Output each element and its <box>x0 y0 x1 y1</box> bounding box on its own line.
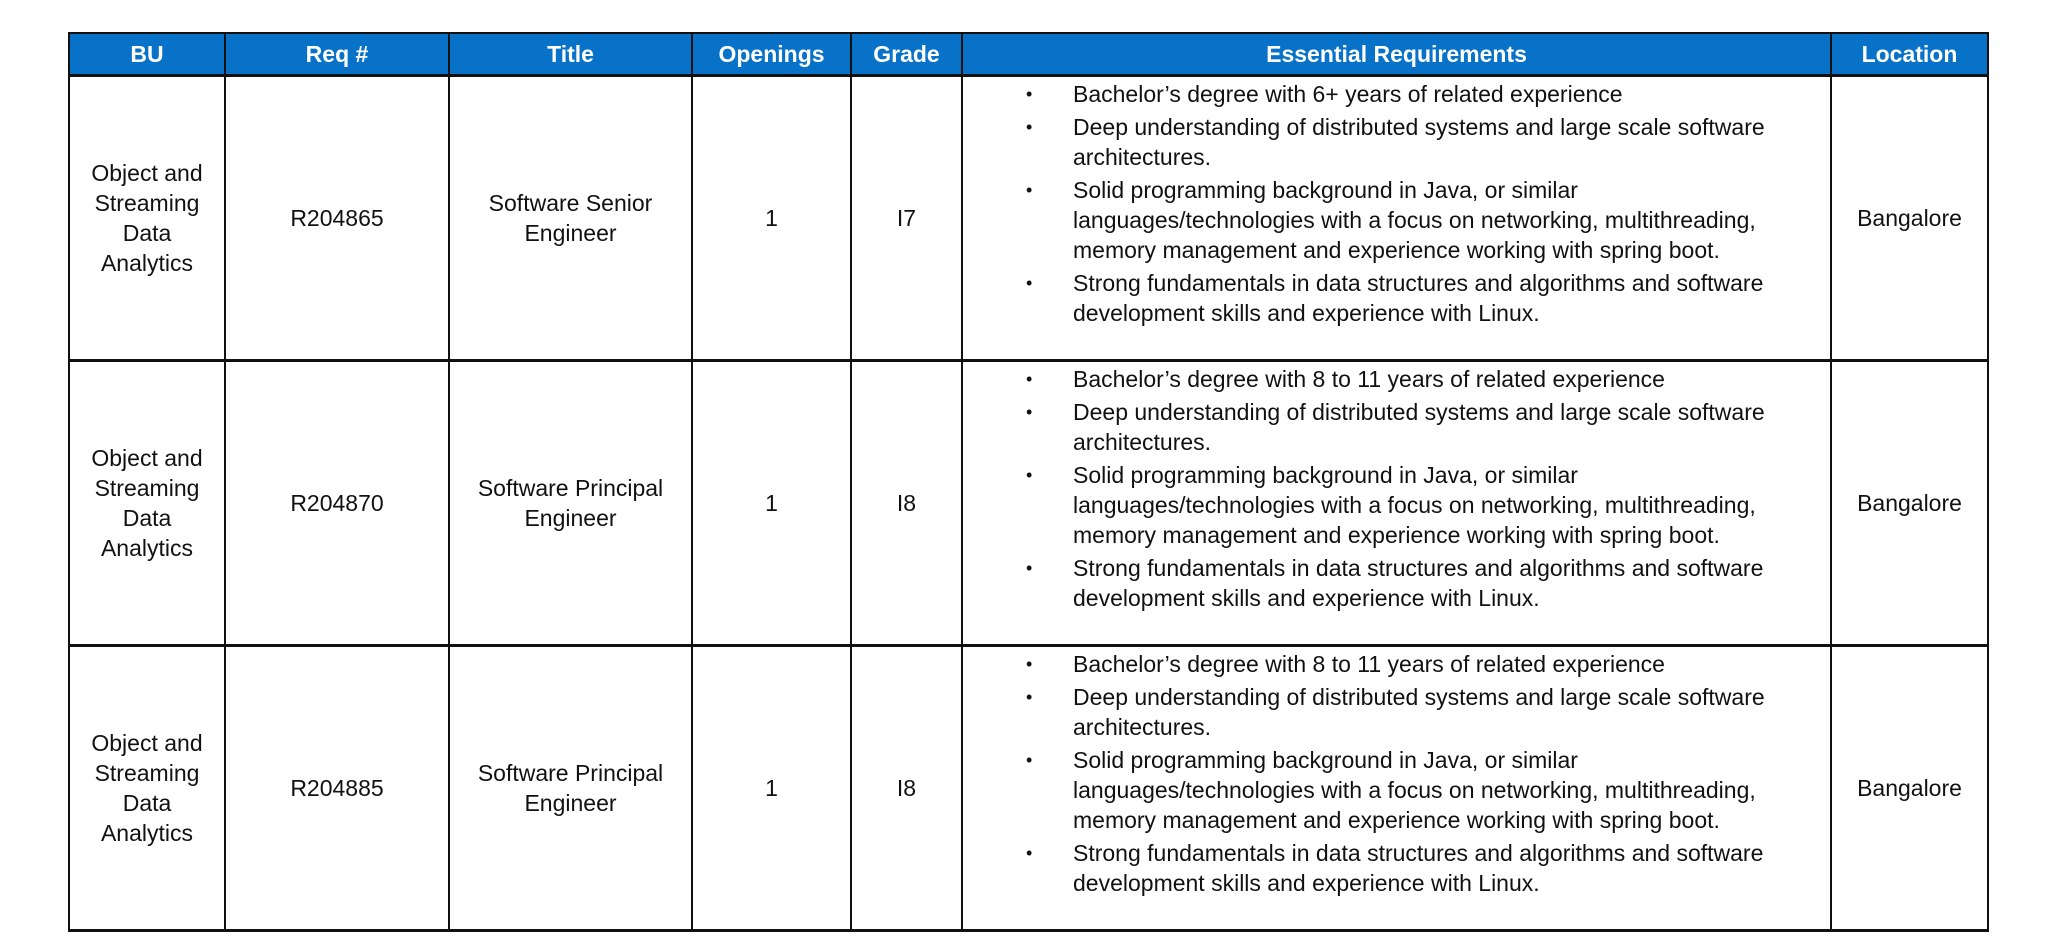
title-line: Software Principal <box>477 475 664 501</box>
bullet-icon: • <box>1026 654 1033 674</box>
requirement-text: Strong fundamentals in data structures and algorithms and software development skills and experience with Linux. <box>1073 840 1764 896</box>
grade-cell: I7 <box>851 76 962 361</box>
header-bu: BU <box>69 33 225 76</box>
bu-line: Data <box>122 790 172 816</box>
requirement-item <box>1026 112 1830 172</box>
location-cell: Bangalore <box>1831 646 1988 931</box>
bu-cell <box>69 361 225 646</box>
table-row <box>69 646 1988 931</box>
bu-line: Object and <box>91 730 203 756</box>
requirement-text: Deep understanding of distributed systems and large scale software architectures. <box>1073 684 1765 740</box>
grade-cell: I8 <box>851 646 962 931</box>
bu-line: Streaming <box>94 475 200 501</box>
title-cell <box>449 646 692 931</box>
requirement-text: Bachelor’s degree with 8 to 11 years of related experience <box>1073 366 1665 392</box>
requirement-text: Solid programming background in Java, or similar languages/technologies with a focus on networking, multithreading, memory management and experience working with spring boot. <box>1073 462 1756 548</box>
essential-requirements-cell <box>962 76 1831 361</box>
openings-cell: 1 <box>692 361 851 646</box>
header-openings: Openings <box>692 33 851 76</box>
bullet-icon: • <box>1026 843 1033 863</box>
location-cell: Bangalore <box>1831 361 1988 646</box>
bullet-icon: • <box>1026 402 1033 422</box>
requirement-text: Strong fundamentals in data structures and algorithms and software development skills and experience with Linux. <box>1073 270 1764 326</box>
bullet-icon: • <box>1026 84 1033 104</box>
essential-requirements-cell <box>962 646 1831 931</box>
table-header <box>69 33 1988 76</box>
requirement-text: Deep understanding of distributed systems and large scale software architectures. <box>1073 399 1765 455</box>
header-grade: Grade <box>851 33 962 76</box>
bullet-icon: • <box>1026 369 1033 389</box>
bullet-icon: • <box>1026 180 1033 200</box>
table-row <box>69 361 1988 646</box>
bullet-icon: • <box>1026 687 1033 707</box>
title-line: Engineer <box>524 220 617 246</box>
header-req-number: Req # <box>225 33 449 76</box>
bu-cell <box>69 76 225 361</box>
table-row <box>69 76 1988 361</box>
requirements-list <box>963 364 1830 613</box>
requirements-list <box>963 649 1830 898</box>
requirement-item <box>1026 79 1830 109</box>
title-line: Software Senior <box>488 190 653 216</box>
requirement-item <box>1026 553 1830 613</box>
requirement-item <box>1026 397 1830 457</box>
job-openings-table <box>68 32 1989 932</box>
requirement-text: Solid programming background in Java, or similar languages/technologies with a focus on networking, multithreading, memory management and experience working with spring boot. <box>1073 177 1756 263</box>
bu-line: Analytics <box>100 250 194 276</box>
header-location: Location <box>1831 33 1988 76</box>
bu-line: Analytics <box>100 535 194 561</box>
bu-line: Object and <box>91 445 203 471</box>
bu-line: Analytics <box>100 820 194 846</box>
title-line: Engineer <box>524 790 617 816</box>
essential-requirements-cell <box>962 361 1831 646</box>
location-cell: Bangalore <box>1831 76 1988 361</box>
bu-line: Streaming <box>94 190 200 216</box>
requirement-item <box>1026 838 1830 898</box>
bu-line: Streaming <box>94 760 200 786</box>
requirement-text: Solid programming background in Java, or similar languages/technologies with a focus on networking, multithreading, memory management and experience working with spring boot. <box>1073 747 1756 833</box>
requirement-text: Strong fundamentals in data structures and algorithms and software development skills and experience with Linux. <box>1073 555 1764 611</box>
grade-cell: I8 <box>851 361 962 646</box>
bullet-icon: • <box>1026 750 1033 770</box>
title-line: Engineer <box>524 505 617 531</box>
title-line: Software Principal <box>477 760 664 786</box>
bullet-icon: • <box>1026 558 1033 578</box>
requirement-text: Bachelor’s degree with 8 to 11 years of related experience <box>1073 651 1665 677</box>
job-openings-table-wrapper <box>68 32 1989 932</box>
requirement-item <box>1026 268 1830 328</box>
requirements-list <box>963 79 1830 328</box>
requirement-item <box>1026 460 1830 550</box>
requirement-item <box>1026 682 1830 742</box>
bullet-icon: • <box>1026 117 1033 137</box>
table-body <box>69 76 1988 931</box>
header-row <box>69 33 1988 76</box>
title-cell <box>449 361 692 646</box>
header-essential-requirements: Essential Requirements <box>962 33 1831 76</box>
bullet-icon: • <box>1026 273 1033 293</box>
requirement-item <box>1026 364 1830 394</box>
bu-line: Object and <box>91 160 203 186</box>
bu-line: Data <box>122 505 172 531</box>
req-number-cell: R204870 <box>225 361 449 646</box>
requirement-text: Deep understanding of distributed systems and large scale software architectures. <box>1073 114 1765 170</box>
requirement-item <box>1026 745 1830 835</box>
openings-cell: 1 <box>692 646 851 931</box>
req-number-cell: R204865 <box>225 76 449 361</box>
requirement-item <box>1026 649 1830 679</box>
bu-line: Data <box>122 220 172 246</box>
title-cell <box>449 76 692 361</box>
openings-cell: 1 <box>692 76 851 361</box>
requirement-item <box>1026 175 1830 265</box>
bu-cell <box>69 646 225 931</box>
header-title: Title <box>449 33 692 76</box>
requirement-text: Bachelor’s degree with 6+ years of related experience <box>1073 81 1623 107</box>
bullet-icon: • <box>1026 465 1033 485</box>
req-number-cell: R204885 <box>225 646 449 931</box>
